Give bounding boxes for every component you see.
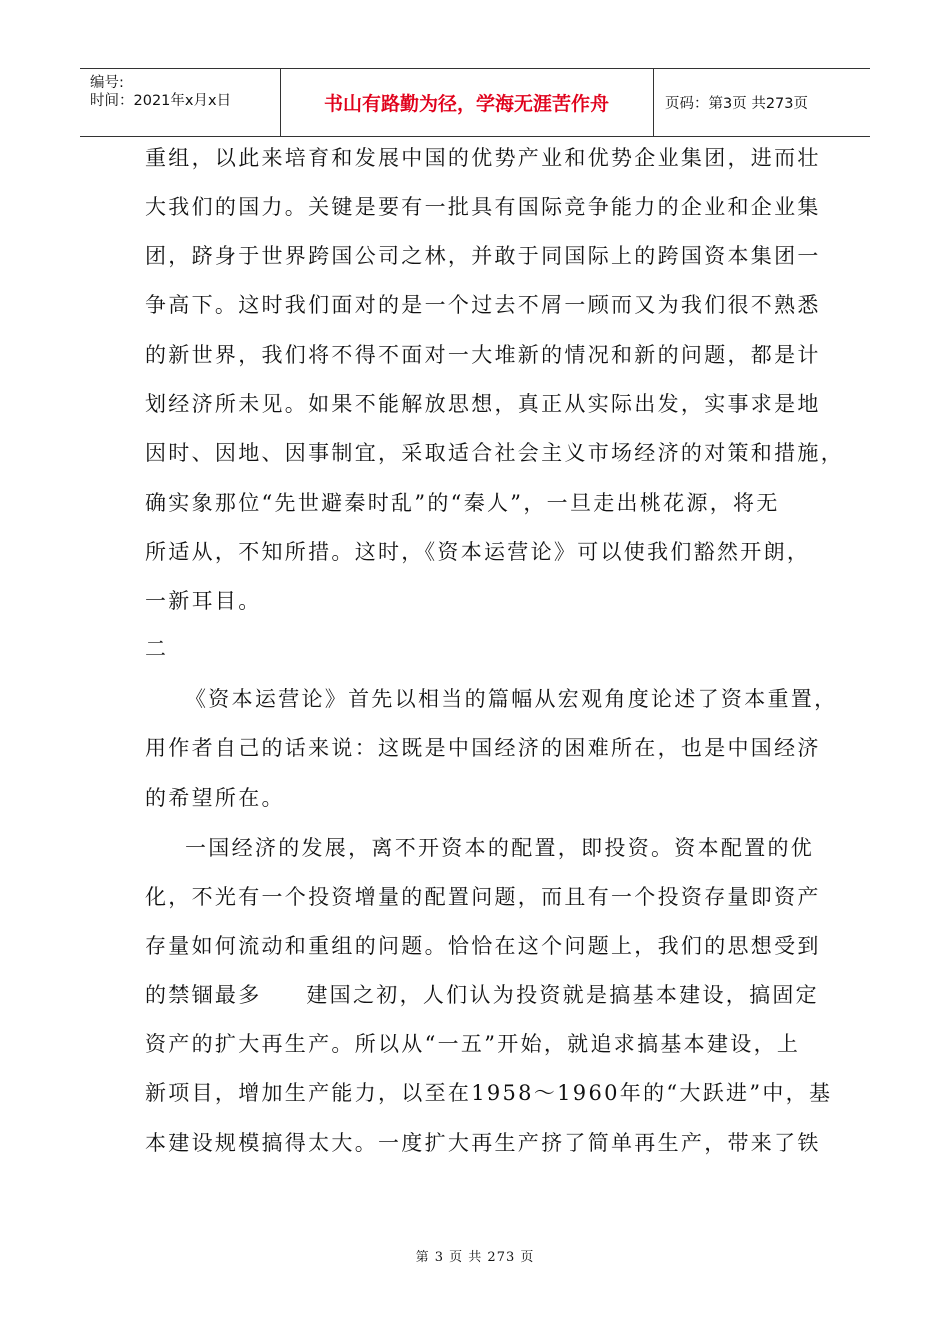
- header-meta-cell: [80, 69, 281, 136]
- body-line: 新项目，增加生产能力，以至在1958～1960年的“大跃进”中，基: [145, 1081, 833, 1105]
- body-line: 《资本运营论》首先以相当的篇幅从宏观角度论述了资本重置，: [185, 687, 838, 711]
- body-line: 大我们的国力。关键是要有一批具有国际竞争能力的企业和企业集: [145, 195, 821, 219]
- body-line: 的禁锢最多 建国之初，人们认为投资就是搞基本建设，搞固定: [145, 983, 819, 1007]
- body-line: 重组，以此来培育和发展中国的优势产业和优势企业集团，进而壮: [145, 146, 821, 170]
- body-line: 团，跻身于世界跨国公司之林，并敢于同国际上的跨国资本集团一: [145, 244, 821, 268]
- body-line: 存量如何流动和重组的问题。恰恰在这个问题上，我们的思想受到: [145, 934, 821, 958]
- body-line: 争高下。这时我们面对的是一个过去不屑一顾而又为我们很不熟悉: [145, 293, 821, 317]
- header-motto: 书山有路勤为径，学海无涯苦作舟: [280, 69, 654, 136]
- body-line: 化，不光有一个投资增量的配置问题，而且有一个投资存量即资产: [145, 885, 821, 909]
- header-page-info: 页码：第3页 共273页: [665, 96, 809, 112]
- body-line: 本建设规模搞得太大。一度扩大再生产挤了简单再生产，带来了铁: [145, 1131, 821, 1155]
- date-line: 时间：2021年x月x日: [90, 93, 232, 109]
- page-header: [80, 68, 870, 137]
- body-line: 因时、因地、因事制宜，采取适合社会主义市场经济的对策和措施，: [145, 441, 844, 465]
- body-line: 一国经济的发展，离不开资本的配置，即投资。资本配置的优: [185, 836, 815, 860]
- body-line: 一新耳目。: [145, 589, 262, 613]
- body-line: 确实象那位“先世避秦时乱”的“秦人”，一旦走出桃花源，将无: [145, 491, 780, 515]
- body-line: 的希望所在。: [145, 786, 285, 810]
- page-footer: 第 3 页 共 273 页: [415, 1250, 535, 1265]
- body-line: 所适从，不知所措。这时，《资本运营论》可以使我们豁然开朗，: [145, 540, 811, 564]
- body-line: 的新世界，我们将不得不面对一大堆新的情况和新的问题，都是计: [145, 343, 821, 367]
- body-line: 资产的扩大再生产。所以从“一五”开始，就追求搞基本建设，上: [145, 1032, 801, 1056]
- body-line: 用作者自己的话来说：这既是中国经济的困难所在，也是中国经济: [145, 736, 821, 760]
- section-heading: 二: [145, 637, 169, 661]
- body-line: 划经济所未见。如果不能解放思想，真正从实际出发，实事求是地: [145, 392, 821, 416]
- serial-label: 编号:: [90, 75, 124, 91]
